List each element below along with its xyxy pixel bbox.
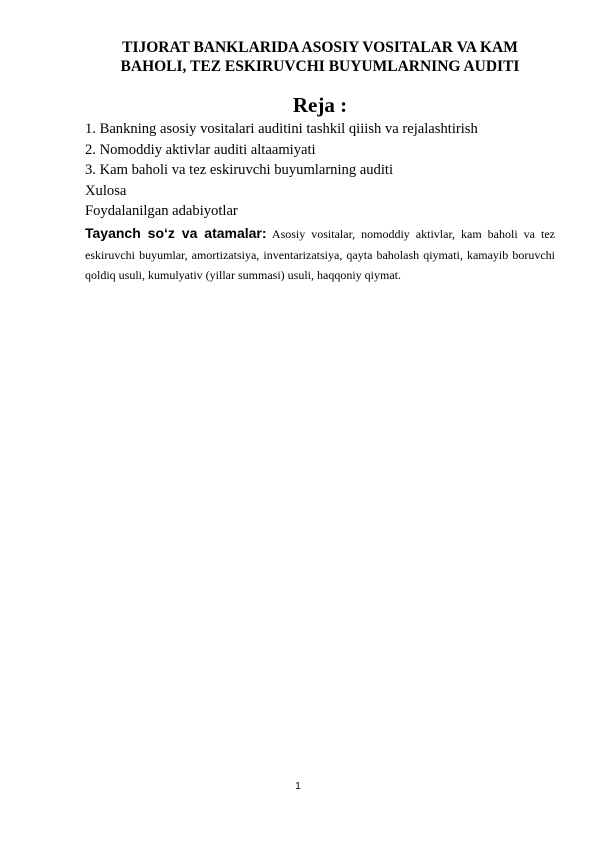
title-line-2: BAHOLI, TEZ ESKIRUVCHI BUYUMLARNING AUDITI: [120, 58, 520, 75]
document-title: [70, 38, 570, 76]
title-line-1: TIJORAT BANKLARIDA ASOSIY VOSITALAR VA KAM: [122, 39, 518, 56]
plan-item: 1. Bankning asosiy vositalari auditini tashkil qiiish va rejalashtirish: [85, 121, 478, 137]
keywords-separator: :: [261, 225, 267, 241]
plan-item: Xulosa: [85, 182, 127, 199]
plan-item: Foydalanilgan adabiyotlar: [85, 203, 238, 219]
keywords-label: Tayanch so‘z va atamalar: [85, 225, 262, 241]
plan-item: 2. Nomoddiy aktivlar auditi altaamiyati: [85, 141, 316, 158]
keywords-paragraph: [85, 223, 555, 286]
plan-list: [85, 119, 555, 222]
plan-item: 3. Kam baholi va tez eskiruvchi buyumlarning auditi: [85, 162, 394, 178]
plan-heading: Reja :: [292, 93, 348, 117]
keywords-text: Asosiy vositalar, nomoddiy aktivlar, kam baholi va tez eskiruvchi buyumlar, amortizatsiya, inventarizatsiya, qayta baholash qiymati, kamayib boruvchi qoldiq usuli, kumulyativ (yillar summasi) usuli, haqqoniy qiymat.: [85, 227, 555, 282]
page-number: 1: [295, 781, 301, 792]
